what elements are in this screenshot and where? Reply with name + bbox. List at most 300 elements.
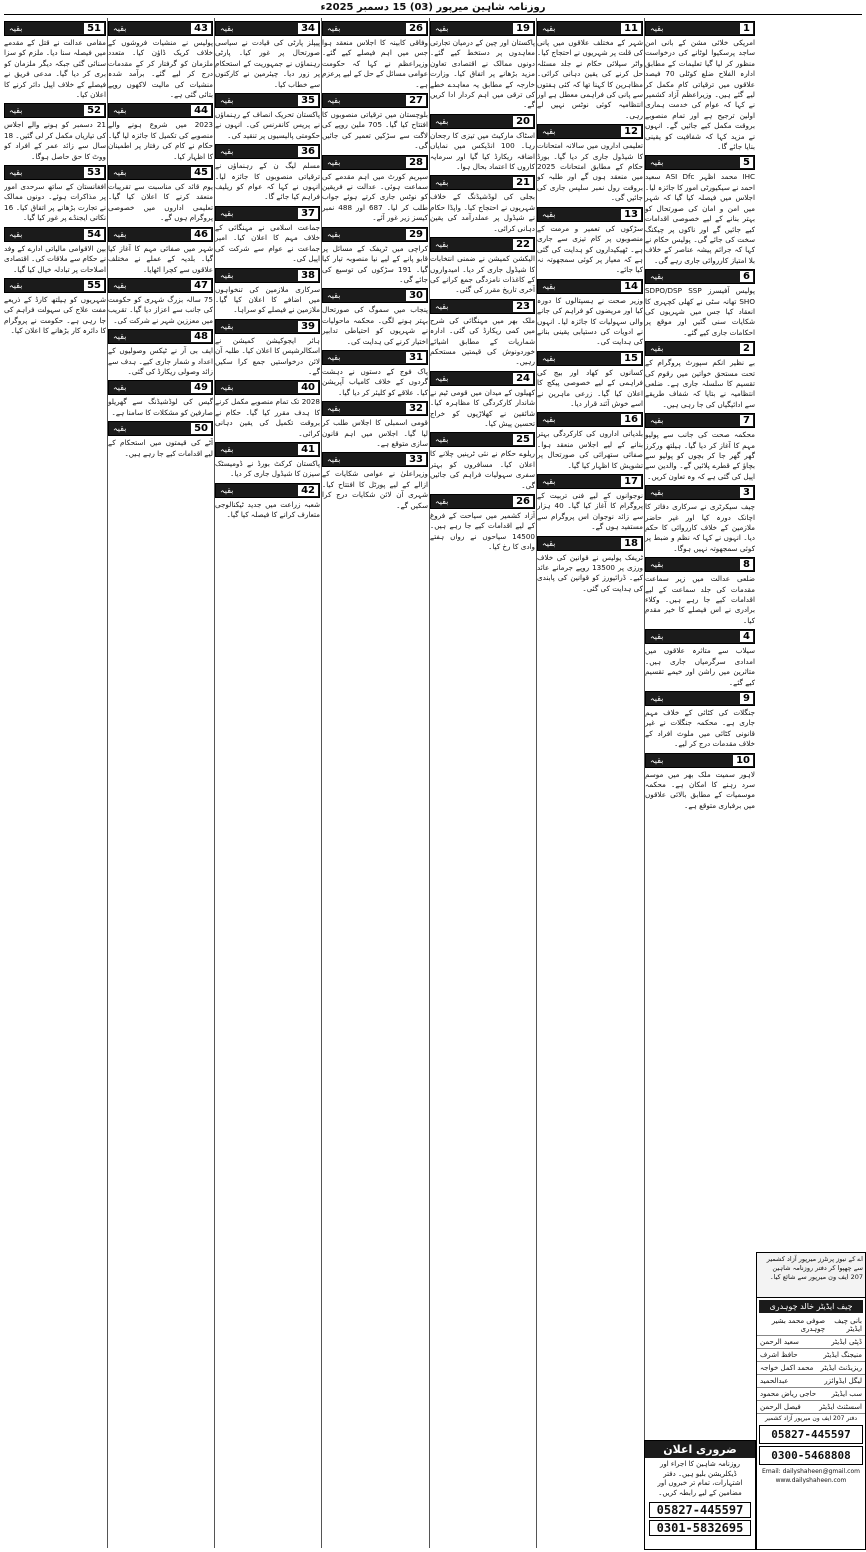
continuation-tag: بقیہ xyxy=(220,383,234,393)
news-column xyxy=(430,18,535,1548)
story-body: الیکشن کمیشن نے ضمنی انتخابات کا شیڈول جاری کر دیا۔ امیدواروں کے کاغذات نامزدگی جمع کرانے کی آخری تاریخ مقرر کی گئی۔ xyxy=(430,254,535,295)
news-story xyxy=(215,319,320,378)
story-number: 19 xyxy=(513,23,533,34)
story-number: 36 xyxy=(298,146,318,157)
continuation-tag: بقیہ xyxy=(113,424,127,434)
staff-row xyxy=(757,1349,865,1362)
continuation-tag: بقیہ xyxy=(435,178,449,188)
story-number: 29 xyxy=(406,229,426,240)
story-number: 33 xyxy=(406,454,426,465)
news-story xyxy=(645,691,755,750)
story-body: وزیراعلیٰ نے عوامی شکایات کے ازالے کے لیے پورٹل کا افتتاح کیا۔ شہری آن لائن شکایات درج کرا سکیں گے۔ xyxy=(322,469,428,510)
story-header xyxy=(322,350,428,365)
news-column xyxy=(537,18,643,1548)
story-header xyxy=(645,629,755,644)
continuation-tag: بقیہ xyxy=(650,693,664,703)
news-story xyxy=(430,175,535,234)
story-body: پیپلز پارٹی کی قیادت نے سیاسی صورتحال پر غور کیا۔ پارٹی رہنماؤں نے جمہوریت کے استحکام پر زور دیا۔ چیئرمین نے کارکنوں سے خطاب کیا۔ xyxy=(215,38,320,89)
continuation-tag: بقیہ xyxy=(650,632,664,642)
story-number: 13 xyxy=(621,209,641,220)
news-story xyxy=(537,21,643,121)
staff-name: حاجی ریاض محمود xyxy=(760,1390,817,1398)
story-header xyxy=(322,21,428,36)
story-body: شعبہ زراعت میں جدید ٹیکنالوجی متعارف کرانے کا فیصلہ کیا گیا۔ xyxy=(215,499,320,520)
story-number: 1 xyxy=(740,23,753,34)
continuation-tag: بقیہ xyxy=(9,106,23,116)
column-divider xyxy=(107,18,108,1548)
story-number: 31 xyxy=(406,352,426,363)
story-header xyxy=(537,207,643,222)
news-story xyxy=(322,155,428,224)
story-number: 24 xyxy=(513,373,533,384)
news-story xyxy=(108,278,213,326)
story-number: 52 xyxy=(84,105,104,116)
story-body: پاکستان اور چین کے درمیان تجارتی معاہدوں پر دستخط کیے گئے۔ دونوں ممالک نے اقتصادی تعاون مزید بڑھانے پر اتفاق کیا۔ وزارت خارجہ کے مطابق یہ معاہدے خطے کی ترقی میں اہم کردار ادا کریں گے۔ xyxy=(430,38,535,110)
story-header xyxy=(322,227,428,242)
story-number: 50 xyxy=(191,423,211,434)
news-story xyxy=(4,278,106,337)
news-story xyxy=(322,288,428,347)
continuation-tag: بقیہ xyxy=(220,321,234,331)
news-story xyxy=(108,103,213,162)
story-header xyxy=(430,175,535,190)
story-header xyxy=(215,483,320,498)
story-number: 2 xyxy=(740,343,753,354)
story-header xyxy=(645,269,755,284)
story-number: 46 xyxy=(191,229,211,240)
news-story xyxy=(645,269,755,338)
story-number: 26 xyxy=(513,496,533,507)
story-body: پاکستان تحریک انصاف کے رہنماؤں نے پریس کانفرنس کی۔ انہوں نے حکومتی پالیسیوں پر تنقید کی۔ xyxy=(215,110,320,140)
story-body: ریلوے حکام نے نئی ٹرینیں چلانے کا اعلان کیا۔ مسافروں کو بہتر سفری سہولیات فراہم کی جائیں گی۔ xyxy=(430,449,535,490)
story-header xyxy=(4,227,106,242)
news-story xyxy=(4,227,106,275)
news-story xyxy=(645,629,755,688)
story-number: 18 xyxy=(621,538,641,549)
notice-text: روزنامہ شاہین کا اجراء اور ڈیکلریشن بلیو ہیں۔ دفتر اشتہارات، تمام تر خبروں اور مضامین کے لیے رابطہ کریں۔ xyxy=(657,1460,743,1497)
news-story xyxy=(537,536,643,595)
news-story xyxy=(108,227,213,275)
story-header xyxy=(108,165,213,180)
story-number: 37 xyxy=(298,208,318,219)
story-body: بجلی کی لوڈشیڈنگ کے خلاف شہریوں نے احتجاج کیا۔ واپڈا حکام نے شیڈول پر عملدرآمد کی یقین دہانی کرائی۔ xyxy=(430,192,535,233)
column-divider xyxy=(429,18,430,1548)
story-body: تعلیمی اداروں میں سالانہ امتحانات کا شیڈول جاری کر دیا گیا۔ بورڈ حکام کے مطابق امتحانات 2025 میں منعقد ہوں گے اور طلبہ کو بروقت رول نمبر سلپس جاری کی جائیں گی۔ xyxy=(537,141,643,203)
news-story xyxy=(645,753,755,812)
story-header xyxy=(537,536,643,551)
story-body: اسٹاک مارکیٹ میں تیزی کا رجحان رہا۔ 100 انڈیکس میں نمایاں اضافہ ریکارڈ کیا گیا اور سرمایہ کاروں کا اعتماد بحال ہوا۔ xyxy=(430,130,535,172)
notice-box xyxy=(644,1440,756,1550)
story-body: کھیلوں کے میدان میں قومی ٹیم نے شاندار کارکردگی کا مظاہرہ کیا۔ شائقین نے کھلاڑیوں کو خراج تحسین پیش کیا۔ xyxy=(430,387,535,428)
continuation-tag: بقیہ xyxy=(327,96,341,106)
news-story xyxy=(645,155,755,266)
continuation-tag: بقیہ xyxy=(220,444,234,454)
story-body: 75 سالہ بزرگ شہری کو حکومت کی جانب سے اعزاز دیا گیا۔ تقریب میں معززین شہر نے شرکت کی۔ xyxy=(108,294,213,325)
continuation-tag: بقیہ xyxy=(113,280,127,290)
staff-list xyxy=(757,1315,865,1414)
story-number: 7 xyxy=(740,415,753,426)
continuation-tag: بقیہ xyxy=(542,415,556,425)
story-number: 3 xyxy=(740,487,753,498)
story-header xyxy=(537,412,643,427)
story-number: 4 xyxy=(740,631,753,642)
story-header xyxy=(645,557,755,572)
continuation-tag: بقیہ xyxy=(327,157,341,167)
story-number: 26 xyxy=(406,23,426,34)
masthead-title: روزنامہ شاہین میرپور (03) 15 دسمبر 2025ء xyxy=(320,1,546,13)
news-story xyxy=(645,557,755,626)
story-number: 17 xyxy=(621,476,641,487)
phone-2: 0300-5468808 xyxy=(759,1446,863,1465)
news-story xyxy=(537,412,643,471)
continuation-tag: بقیہ xyxy=(542,127,556,137)
continuation-tag: بقیہ xyxy=(220,208,234,218)
story-header xyxy=(4,165,106,180)
news-story xyxy=(215,268,320,316)
news-story xyxy=(430,237,535,296)
story-header xyxy=(430,299,535,314)
news-story xyxy=(322,21,428,90)
story-body: ہائر ایجوکیشن کمیشن نے اسکالرشپس کا اعلان کیا۔ طلبہ آن لائن درخواستیں جمع کرا سکیں گے۔ xyxy=(215,335,320,376)
masthead xyxy=(0,0,866,14)
staff-name: عبدالحمید xyxy=(760,1377,789,1385)
continuation-tag: بقیہ xyxy=(113,168,127,178)
news-story xyxy=(537,474,643,533)
news-story xyxy=(322,93,428,152)
continuation-tag: بقیہ xyxy=(327,229,341,239)
story-number: 5 xyxy=(740,157,753,168)
continuation-tag: بقیہ xyxy=(113,332,127,342)
news-column xyxy=(322,18,428,1548)
news-story xyxy=(322,227,428,286)
continuation-tag: بقیہ xyxy=(220,147,234,157)
news-story xyxy=(215,21,320,90)
story-header xyxy=(430,114,535,129)
story-body: وفاقی کابینہ کا اجلاس منعقد ہوا جس میں اہم فیصلے کیے گئے۔ وزیراعظم نے کہا کہ حکومت عوامی مسائل کے حل کے لیے پرعزم ہے۔ xyxy=(322,38,428,89)
story-header xyxy=(215,268,320,283)
continuation-tag: بقیہ xyxy=(327,24,341,33)
continuation-tag: بقیہ xyxy=(113,106,127,116)
news-story xyxy=(645,341,755,410)
story-body: مسلم لیگ ن کے رہنماؤں نے ترقیاتی منصوبوں کا جائزہ لیا۔ انہوں نے کہا کہ عوام کو ریلیف فراہم کیا جائے گا۔ xyxy=(215,161,320,202)
story-body: سرکاری ملازمین کی تنخواہوں میں اضافے کا اعلان کیا گیا۔ ملازمین نے فیصلے کو سراہا۔ xyxy=(215,284,320,315)
staff-role: لیگل ایڈوائزر xyxy=(824,1377,862,1385)
staff-role: منیجنگ ایڈیٹر xyxy=(823,1351,862,1359)
column-divider xyxy=(644,18,645,1548)
continuation-tag: بقیہ xyxy=(435,497,449,506)
news-column xyxy=(215,18,320,1548)
continuation-tag: بقیہ xyxy=(327,352,341,362)
news-story xyxy=(322,452,428,511)
story-number: 34 xyxy=(298,23,318,34)
story-header xyxy=(215,319,320,334)
story-header xyxy=(430,371,535,386)
story-body: امریکی خلائی مشن کے بانی امن ساجد پرسکیوا لوٹانے کی درخواست منظور کر لیا گیا تعلیمات کے مطابق ادارہ الفلاح ضلع کوٹلی 70 فیصد علاقوں میں ترقیاتی کام مکمل کر لیے گئے ہیں۔ وزیراعظم آزاد کشمیر نے کہا کہ عوام کی خدمت ہماری اولین ترجیح ہے اور تمام منصوبے بروقت مکمل کیے جائیں گے۔ انہوں نے مزید کہا کہ شفافیت کو یقینی بنایا جائے گا۔ xyxy=(645,38,755,152)
staff-role: ریزیڈنٹ ایڈیٹر xyxy=(820,1364,862,1372)
continuation-tag: بقیہ xyxy=(650,488,664,498)
story-body: ملک بھر میں مہنگائی کی شرح میں کمی ریکارڈ کی گئی۔ ادارہ شماریات کے مطابق اشیائے خوردونوش کی قیمتیں مستحکم رہیں۔ xyxy=(430,315,535,367)
story-number: 16 xyxy=(621,414,641,425)
story-body: پنجاب میں سموگ کی صورتحال بہتر ہونے لگی۔ محکمہ ماحولیات نے شہریوں کو احتیاطی تدابیر اختیار کرنے کی ہدایت کی۔ xyxy=(322,305,428,346)
staff-role: بانی چیف ایڈیٹر xyxy=(834,1317,862,1333)
story-number: 30 xyxy=(406,290,426,301)
story-number: 41 xyxy=(298,444,318,455)
story-body: ضلعی عدالت میں زیر سماعت مقدمات کی جلد سماعت کے لیے اقدامات کیے جا رہے ہیں۔ وکلاء برادری نے اس فیصلے کا خیر مقدم کیا۔ xyxy=(645,574,755,625)
story-header xyxy=(4,278,106,293)
story-body: گیس کی لوڈشیڈنگ سے گھریلو صارفین کو مشکلات کا سامنا ہے۔ xyxy=(108,397,213,417)
story-header xyxy=(215,93,320,108)
story-number: 25 xyxy=(513,434,533,445)
story-number: 28 xyxy=(406,157,426,168)
story-body: ٹریفک پولیس نے قوانین کی خلاف ورزی پر 13500 روپے جرمانے عائد کیے۔ ڈرائیورز کو قوانین کی پابندی کی ہدایت کی گئی۔ xyxy=(537,552,643,593)
story-header xyxy=(108,227,213,242)
story-header xyxy=(645,341,755,356)
staff-row xyxy=(757,1375,865,1388)
continuation-tag: بقیہ xyxy=(220,24,234,33)
continuation-tag: بقیہ xyxy=(435,373,449,383)
story-body: پاک فوج کے دستوں نے دہشت گردوں کے خلاف کامیاب آپریشن کیا۔ علاقے کو کلیئر کر دیا گیا۔ xyxy=(322,366,428,397)
continuation-tag: بقیہ xyxy=(650,560,664,570)
story-header xyxy=(108,103,213,118)
news-story xyxy=(215,206,320,265)
continuation-tag: بقیہ xyxy=(435,435,449,445)
story-body: ایف بی آر نے ٹیکس وصولیوں کے اعداد و شمار جاری کیے۔ ہدف سے زائد وصولی ریکارڈ کی گئی۔ xyxy=(108,346,213,376)
news-story xyxy=(430,371,535,430)
story-number: 45 xyxy=(191,167,211,178)
news-story xyxy=(322,401,428,449)
continuation-tag: بقیہ xyxy=(650,158,664,168)
story-number: 43 xyxy=(191,23,211,34)
continuation-tag: بقیہ xyxy=(650,755,664,765)
story-number: 20 xyxy=(513,116,533,127)
news-column xyxy=(4,18,106,1548)
story-number: 11 xyxy=(621,23,641,34)
story-number: 47 xyxy=(191,280,211,291)
story-body: چیف سیکرٹری نے سرکاری دفاتر کا اچانک دورہ کیا اور غیر حاضر ملازمین کے خلاف کارروائی کا حکم دیا۔ انہوں نے کہا کہ نظم و ضبط پر کوئی سمجھوتہ نہیں ہوگا۔ xyxy=(645,502,755,553)
story-body: مقامی عدالت نے قتل کے مقدمے میں فیصلہ سنا دیا۔ ملزم کو سزا سنائی گئی جبکہ دیگر ملزمان کو بری کر دیا گیا۔ مدعی فریق نے فیصلے کے خلاف اپیل دائر کرنے کا اعلان کیا۔ xyxy=(4,38,106,100)
story-body: پاکستان کرکٹ بورڈ نے ڈومیسٹک سیزن کا شیڈول جاری کر دیا۔ xyxy=(215,458,320,479)
news-story xyxy=(322,350,428,398)
imprint-box xyxy=(756,1252,866,1550)
story-body: بلوچستان میں ترقیاتی منصوبوں کا افتتاح کیا گیا۔ 705 ملین روپے کی لاگت سے سڑکیں تعمیر کی جائیں گی۔ xyxy=(322,110,428,151)
story-header xyxy=(430,432,535,447)
story-header xyxy=(108,380,213,395)
story-number: 38 xyxy=(298,270,318,281)
story-header xyxy=(322,288,428,303)
story-body: شہر میں صفائی مہم کا آغاز کیا گیا۔ بلدیہ کے عملے نے مختلف علاقوں سے کچرا اٹھایا۔ xyxy=(108,243,213,274)
story-header xyxy=(108,329,213,344)
staff-role: ڈپٹی ایڈیٹر xyxy=(831,1338,862,1346)
story-body: IHC محمد اظہر ASI Dfc سعید احمد نے سیکیورٹی امور کا جائزہ لیا۔ اجلاس میں فیصلہ کیا گیا کہ شہر میں امن و امان کی صورتحال کو بہتر بنانے کے لیے خصوصی اقدامات کیے جائیں گے اور ناکوں پر چیکنگ سخت کی جائے گی۔ پولیس حکام نے کہا کہ جرائم پیشہ عناصر کے خلاف بلا امتیاز کارروائی جاری رہے گی۔ xyxy=(645,172,755,265)
story-body: آٹے کی قیمتوں میں استحکام کے لیے اقدامات کیے جا رہے ہیں۔ xyxy=(108,438,213,458)
story-number: 51 xyxy=(84,23,104,34)
story-header xyxy=(537,474,643,489)
continuation-tag: بقیہ xyxy=(113,229,127,239)
story-number: 21 xyxy=(513,177,533,188)
story-body: سڑکوں کی تعمیر و مرمت کے منصوبوں پر کام تیزی سے جاری ہے۔ ٹھیکیداروں کو ہدایت کی گئی ہے کہ معیار پر کوئی سمجھوتہ نہ کیا جائے۔ xyxy=(537,223,643,275)
news-story xyxy=(108,380,213,418)
story-body: نوجوانوں کے لیے فنی تربیت کے پروگرام کا آغاز کیا گیا۔ 40 ہزار سے زائد نوجوان اس پروگرام سے مستفید ہوں گے۔ xyxy=(537,491,643,532)
continuation-tag: بقیہ xyxy=(435,240,449,250)
continuation-tag: بقیہ xyxy=(650,24,664,33)
continuation-tag: بقیہ xyxy=(9,280,23,290)
story-header xyxy=(215,380,320,395)
continuation-tag: بقیہ xyxy=(435,116,449,126)
story-header xyxy=(645,413,755,428)
news-column xyxy=(108,18,213,1548)
website: www.dailyshaheen.com xyxy=(775,1477,847,1484)
story-number: 44 xyxy=(191,105,211,116)
story-body: کسانوں کو کھاد اور بیج کی فراہمی کے لیے خصوصی پیکج کا اعلان کیا گیا۔ زرعی ماہرین نے اسے خوش آئند قرار دیا۔ xyxy=(537,367,643,408)
story-header xyxy=(108,21,213,36)
column-divider xyxy=(321,18,322,1548)
news-story xyxy=(537,279,643,348)
story-body: افغانستان کے ساتھ سرحدی امور پر مذاکرات ہوئے۔ دونوں ممالک نے تجارت بڑھانے پر اتفاق کیا۔ 16 نکاتی ایجنڈے پر غور کیا گیا۔ xyxy=(4,182,106,223)
imprint-text: اے کے نیوز پرنٹرز میرپور آزاد کشمیر سے چھپوا کر دفتر روزنامہ شاہین 207 ایف ون میرپور سے شائع کیا۔ xyxy=(757,1253,865,1298)
news-story xyxy=(215,442,320,480)
story-body: کراچی میں ٹریفک کے مسائل پر قابو پانے کے لیے نیا منصوبہ تیار کیا گیا۔ 191 سڑکوں کی توسیع کی جائے گی۔ xyxy=(322,243,428,284)
story-body: 21 دسمبر کو ہونے والے اجلاس کی تیاریاں مکمل کر لی گئیں۔ 18 سال سے زائد عمر کے افراد کو ووٹ کا حق حاصل ہوگا۔ xyxy=(4,120,106,161)
story-header xyxy=(430,494,535,509)
story-header xyxy=(645,691,755,706)
staff-row xyxy=(757,1388,865,1401)
news-story xyxy=(4,103,106,162)
story-body: لاہور سمیت ملک بھر میں موسم سرد رہنے کا امکان ہے۔ محکمہ موسمیات کے مطابق بالائی علاقوں میں برفباری متوقع ہے۔ xyxy=(645,769,755,810)
news-story xyxy=(215,93,320,141)
story-header xyxy=(215,206,320,221)
continuation-tag: بقیہ xyxy=(9,229,23,239)
story-header xyxy=(4,21,106,36)
story-body: بین الاقوامی مالیاتی ادارے کے وفد نے حکام سے ملاقات کی۔ اقتصادی اصلاحات پر تبادلہ خیال کیا گیا۔ xyxy=(4,243,106,274)
staff-name: سعید الرحمن xyxy=(760,1338,799,1346)
story-number: 14 xyxy=(621,281,641,292)
story-number: 9 xyxy=(740,693,753,704)
news-story xyxy=(108,21,213,100)
story-header xyxy=(645,753,755,768)
story-body: شہریوں کو ہیلتھ کارڈ کے ذریعے مفت علاج کی سہولت فراہم کی جا رہی ہے۔ حکومت نے پروگرام کا دائرہ کار بڑھانے کا اعلان کیا۔ xyxy=(4,294,106,336)
email: Email: dailyshaheen@gmail.com xyxy=(762,1468,860,1475)
story-header xyxy=(4,103,106,118)
news-story xyxy=(4,165,106,224)
news-column xyxy=(645,18,755,1436)
story-body: جماعت اسلامی نے مہنگائی کے خلاف مہم کا اعلان کیا۔ امیر جماعت نے عوام سے شرکت کی اپیل کی۔ xyxy=(215,222,320,264)
continuation-tag: بقیہ xyxy=(650,272,664,282)
story-header xyxy=(322,155,428,170)
story-number: 48 xyxy=(191,331,211,342)
continuation-tag: بقیہ xyxy=(220,270,234,280)
news-story xyxy=(537,124,643,203)
continuation-tag: بقیہ xyxy=(542,538,556,548)
chief-editor-label: چیف ایڈیٹر xyxy=(816,1302,853,1311)
continuation-tag: بقیہ xyxy=(9,168,23,178)
story-number: 10 xyxy=(733,755,753,766)
staff-name: صوفی محمد بشیر چوہدری xyxy=(771,1317,826,1333)
notice-phone-1: 05827-445597 xyxy=(649,1502,751,1518)
story-body: شہر کے مختلف علاقوں میں پانی کی قلت پر شہریوں نے احتجاج کیا۔ واٹر سپلائی حکام نے جلد مسئلہ حل کرنے کی یقین دہانی کرائی۔ مظاہرین کا کہنا تھا کہ کئی ہفتوں سے پانی کی فراہمی معطل ہے اور انتظامیہ کوئی نوٹس نہیں لے رہی۔ xyxy=(537,38,643,120)
news-story xyxy=(645,21,755,152)
news-story xyxy=(430,494,535,553)
news-story xyxy=(537,351,643,410)
story-number: 39 xyxy=(298,321,318,332)
staff-row xyxy=(757,1315,865,1336)
story-body: جنگلات کی کٹائی کے خلاف مہم جاری ہے۔ محکمہ جنگلات نے غیر قانونی کٹائی میں ملوث افراد کے خلاف مقدمات درج کر لیے۔ xyxy=(645,707,755,749)
news-story xyxy=(215,144,320,203)
news-story xyxy=(430,299,535,368)
story-number: 53 xyxy=(84,167,104,178)
phone-1: 05827-445597 xyxy=(759,1425,863,1444)
notice-title: ضروری اعلان xyxy=(645,1441,755,1458)
continuation-tag: بقیہ xyxy=(542,209,556,219)
staff-name: محمد اکمل خواجہ xyxy=(760,1364,814,1372)
story-number: 27 xyxy=(406,95,426,106)
story-header xyxy=(108,421,213,436)
story-body: یوم قائد کی مناسبت سے تقریبات منعقد کرنے کا اعلان کیا گیا۔ تعلیمی اداروں میں خصوصی پروگرام ہوں گے۔ xyxy=(108,182,213,223)
story-body: محکمہ صحت کی جانب سے پولیو مہم کا آغاز کر دیا گیا۔ ہیلتھ ورکرز گھر گھر جا کر بچوں کو پولیو سے بچاؤ کے قطرے پلائیں گے۔ والدین سے اپیل کی گئی ہے کہ وہ تعاون کریں۔ xyxy=(645,430,755,481)
news-story xyxy=(215,483,320,521)
news-story xyxy=(430,114,535,173)
story-number: 22 xyxy=(513,239,533,250)
story-body: 2023 میں شروع ہونے والے منصوبے کی تکمیل کا جائزہ لیا گیا۔ حکام نے کام کی رفتار پر اطمینان کا اظہار کیا۔ xyxy=(108,120,213,161)
story-body: سپریم کورٹ میں اہم مقدمے کی سماعت ہوئی۔ عدالت نے فریقین کو نوٹس جاری کرتے ہوئے جواب طلب کر لیا۔ 687 اور 488 نمبر کیسز زیر غور آئے۔ xyxy=(322,171,428,223)
news-story xyxy=(430,21,535,111)
office-address: دفتر 207 ایف ون میرپور آزاد کشمیر xyxy=(764,1415,858,1422)
story-number: 55 xyxy=(84,280,104,291)
continuation-tag: بقیہ xyxy=(435,24,449,33)
news-story xyxy=(645,413,755,482)
story-header xyxy=(645,21,755,36)
continuation-tag: بقیہ xyxy=(542,353,556,363)
story-header xyxy=(537,21,643,36)
story-header xyxy=(215,442,320,457)
continuation-tag: بقیہ xyxy=(113,383,127,393)
story-header xyxy=(430,21,535,36)
story-body: پولیس آفیسرز SDPO/DSP SSP SHO تھانہ سٹی نے کھلی کچہری کا انعقاد کیا جس میں شہریوں کی شکایات سنی گئیں اور موقع پر احکامات جاری کیے گئے۔ xyxy=(645,286,755,337)
story-number: 32 xyxy=(406,403,426,414)
staff-row xyxy=(757,1362,865,1375)
story-body: آزاد کشمیر میں سیاحت کے فروغ کے لیے اقدامات کیے جا رہے ہیں۔ 14500 سیاحوں نے رواں ہفتے وادی کا رخ کیا۔ xyxy=(430,511,535,552)
story-number: 42 xyxy=(298,485,318,496)
story-body: 2028 تک تمام منصوبے مکمل کرنے کا ہدف مقرر کیا گیا۔ حکام نے بروقت تکمیل کی یقین دہانی کرائی۔ xyxy=(215,397,320,438)
story-header xyxy=(537,124,643,139)
continuation-tag: بقیہ xyxy=(9,24,23,33)
story-number: 35 xyxy=(298,95,318,106)
continuation-tag: بقیہ xyxy=(542,281,556,291)
story-number: 8 xyxy=(740,559,753,570)
continuation-tag: بقیہ xyxy=(542,24,556,33)
story-number: 49 xyxy=(191,382,211,393)
news-story xyxy=(430,432,535,491)
story-number: 23 xyxy=(513,301,533,312)
continuation-tag: بقیہ xyxy=(220,485,234,495)
story-header xyxy=(430,237,535,252)
continuation-tag: بقیہ xyxy=(327,291,341,301)
story-body: بے نظیر انکم سپورٹ پروگرام کے تحت مستحق خواتین میں رقوم کی تقسیم کا سلسلہ جاری ہے۔ ضلعی انتظامیہ نے بتایا کہ شفاف طریقے سے ادائیگیاں کی جا رہی ہیں۔ xyxy=(645,358,755,409)
story-body: بلدیاتی اداروں کی کارکردگی بہتر بنانے کے لیے اجلاس منعقد ہوا۔ صفائی ستھرائی کی صورتحال پر تشویش کا اظہار کیا گیا۔ xyxy=(537,429,643,470)
story-number: 40 xyxy=(298,382,318,393)
continuation-tag: بقیہ xyxy=(113,24,127,33)
story-number: 15 xyxy=(621,353,641,364)
staff-row xyxy=(757,1401,865,1414)
story-header xyxy=(537,351,643,366)
continuation-tag: بقیہ xyxy=(650,344,664,354)
news-story xyxy=(537,207,643,276)
news-story xyxy=(215,380,320,439)
continuation-tag: بقیہ xyxy=(542,477,556,486)
news-story xyxy=(645,485,755,554)
story-header xyxy=(645,155,755,170)
news-story xyxy=(108,165,213,224)
staff-role: سب ایڈیٹر xyxy=(831,1390,862,1398)
